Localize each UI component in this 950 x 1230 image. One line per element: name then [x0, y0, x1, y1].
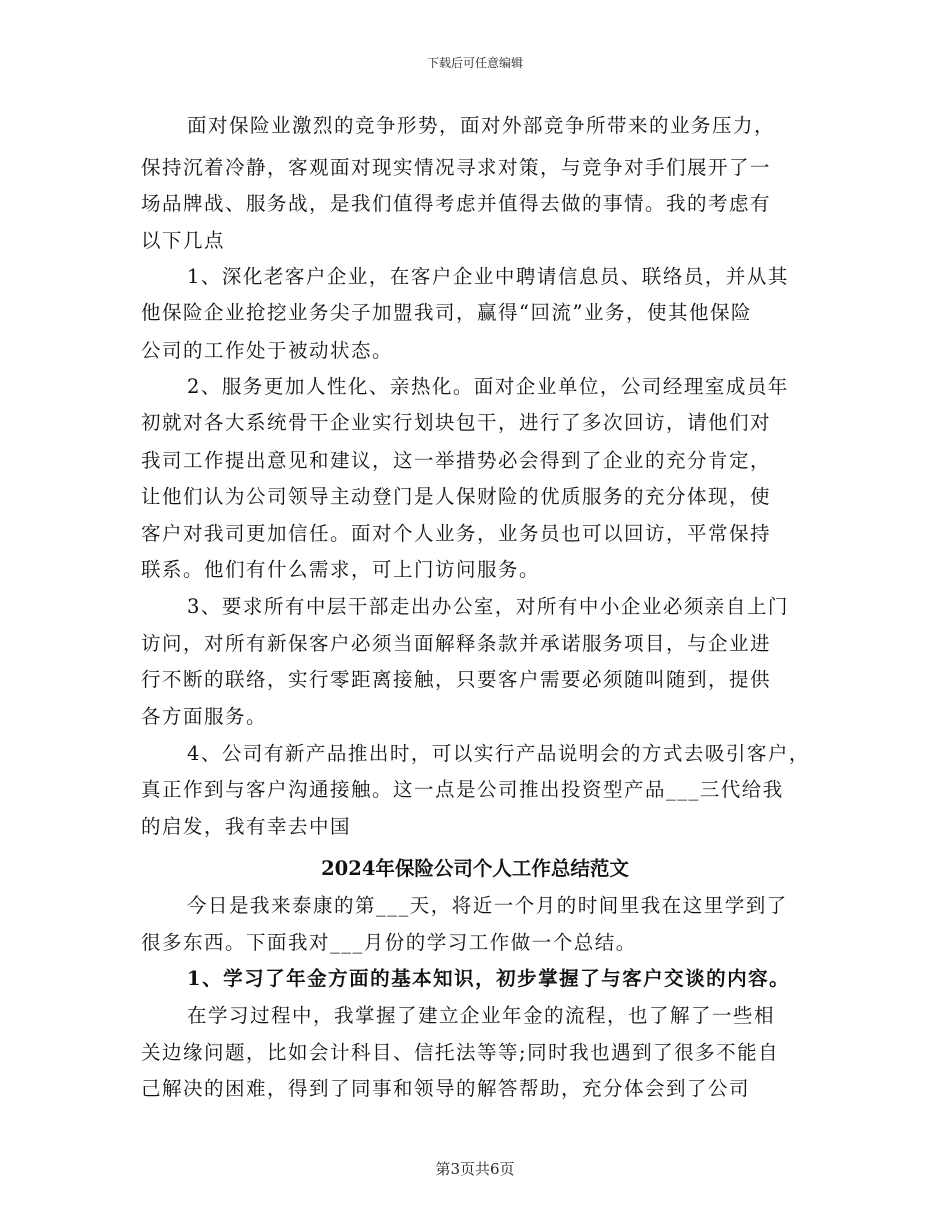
body-line-12: 客户对我司更加信任。面对个人业务，业务员也可以回访，平常保持	[141, 522, 772, 545]
body-line-6: 他保险企业抢挖业务尖子加盟我司，赢得“回流”业务，使其他保险	[141, 301, 752, 324]
body-line-4: 以下几点	[141, 229, 226, 252]
section-line-6: 己解决的困难，得到了同事和领导的解答帮助，充分体会到了公司	[141, 1077, 751, 1100]
body-line-5: 1、深化老客户企业，在客户企业中聘请信息员、联络员，并从其	[187, 265, 789, 288]
section-title: 2024年保险公司个人工作总结范文	[321, 857, 629, 880]
body-line-19: 真正作到与客户沟通接触。这一点是公司推出投资型产品___三代给我	[141, 778, 784, 801]
body-line-17: 各方面服务。	[141, 705, 268, 728]
body-line-1: 面对保险业激烈的竞争形势，面对外部竞争所带来的业务压力，	[187, 114, 776, 137]
section-line-1: 今日是我来泰康的第___天，将近一个月的时间里我在这里学到了	[187, 894, 788, 917]
section-line-4: 在学习过程中，我掌握了建立企业年金的流程，也了解了一些相	[187, 1004, 776, 1027]
body-line-15: 访问，对所有新保客户必须当面解释条款并承诺服务项目，与企业进	[141, 632, 772, 655]
page-footer: 第3页共6页	[435, 1160, 515, 1178]
body-line-18: 4、公司有新产品推出时，可以实行产品说明会的方式去吸引客户，	[187, 742, 810, 765]
body-line-13: 联系。他们有什么需求，可上门访问服务。	[141, 558, 541, 581]
section-line-2: 很多东西。下面我对___月份的学习工作做一个总结。	[141, 931, 637, 954]
section-line-5: 关边缘问题，比如会计科目、信托法等等;同时我也遇到了很多不能自	[141, 1041, 780, 1064]
body-line-8: 2、服务更加人性化、亲热化。面对企业单位，公司经理室成员年	[187, 375, 789, 398]
body-line-20: 的启发，我有幸去中国	[141, 815, 352, 838]
body-line-3: 场品牌战、服务战，是我们值得考虑并值得去做的事情。我的考虑有	[141, 192, 772, 215]
body-line-16: 行不断的联络，实行零距离接触，只要客户需要必须随叫随到，提供	[141, 668, 772, 691]
section-subheading: 1、学习了年金方面的基本知识，初步掌握了与客户交谈的内容。	[187, 967, 791, 990]
body-line-2: 保持沉着冷静，客观面对现实情况寻求对策，与竞争对手们展开了一	[141, 156, 772, 179]
body-line-10: 我司工作提出意见和建议，这一举措势必会得到了企业的充分肯定，	[141, 449, 772, 472]
body-line-9: 初就对各大系统骨干企业实行划块包干，进行了多次回访，请他们对	[141, 411, 772, 434]
body-line-7: 公司的工作处于被动状态。	[141, 339, 394, 362]
body-line-14: 3、要求所有中层干部走出办公室，对所有中小企业必须亲自上门	[187, 595, 789, 618]
page-header: 下载后可任意编辑	[426, 56, 523, 70]
body-line-11: 让他们认为公司领导主动登门是人保财险的优质服务的充分体现，使	[141, 485, 772, 508]
